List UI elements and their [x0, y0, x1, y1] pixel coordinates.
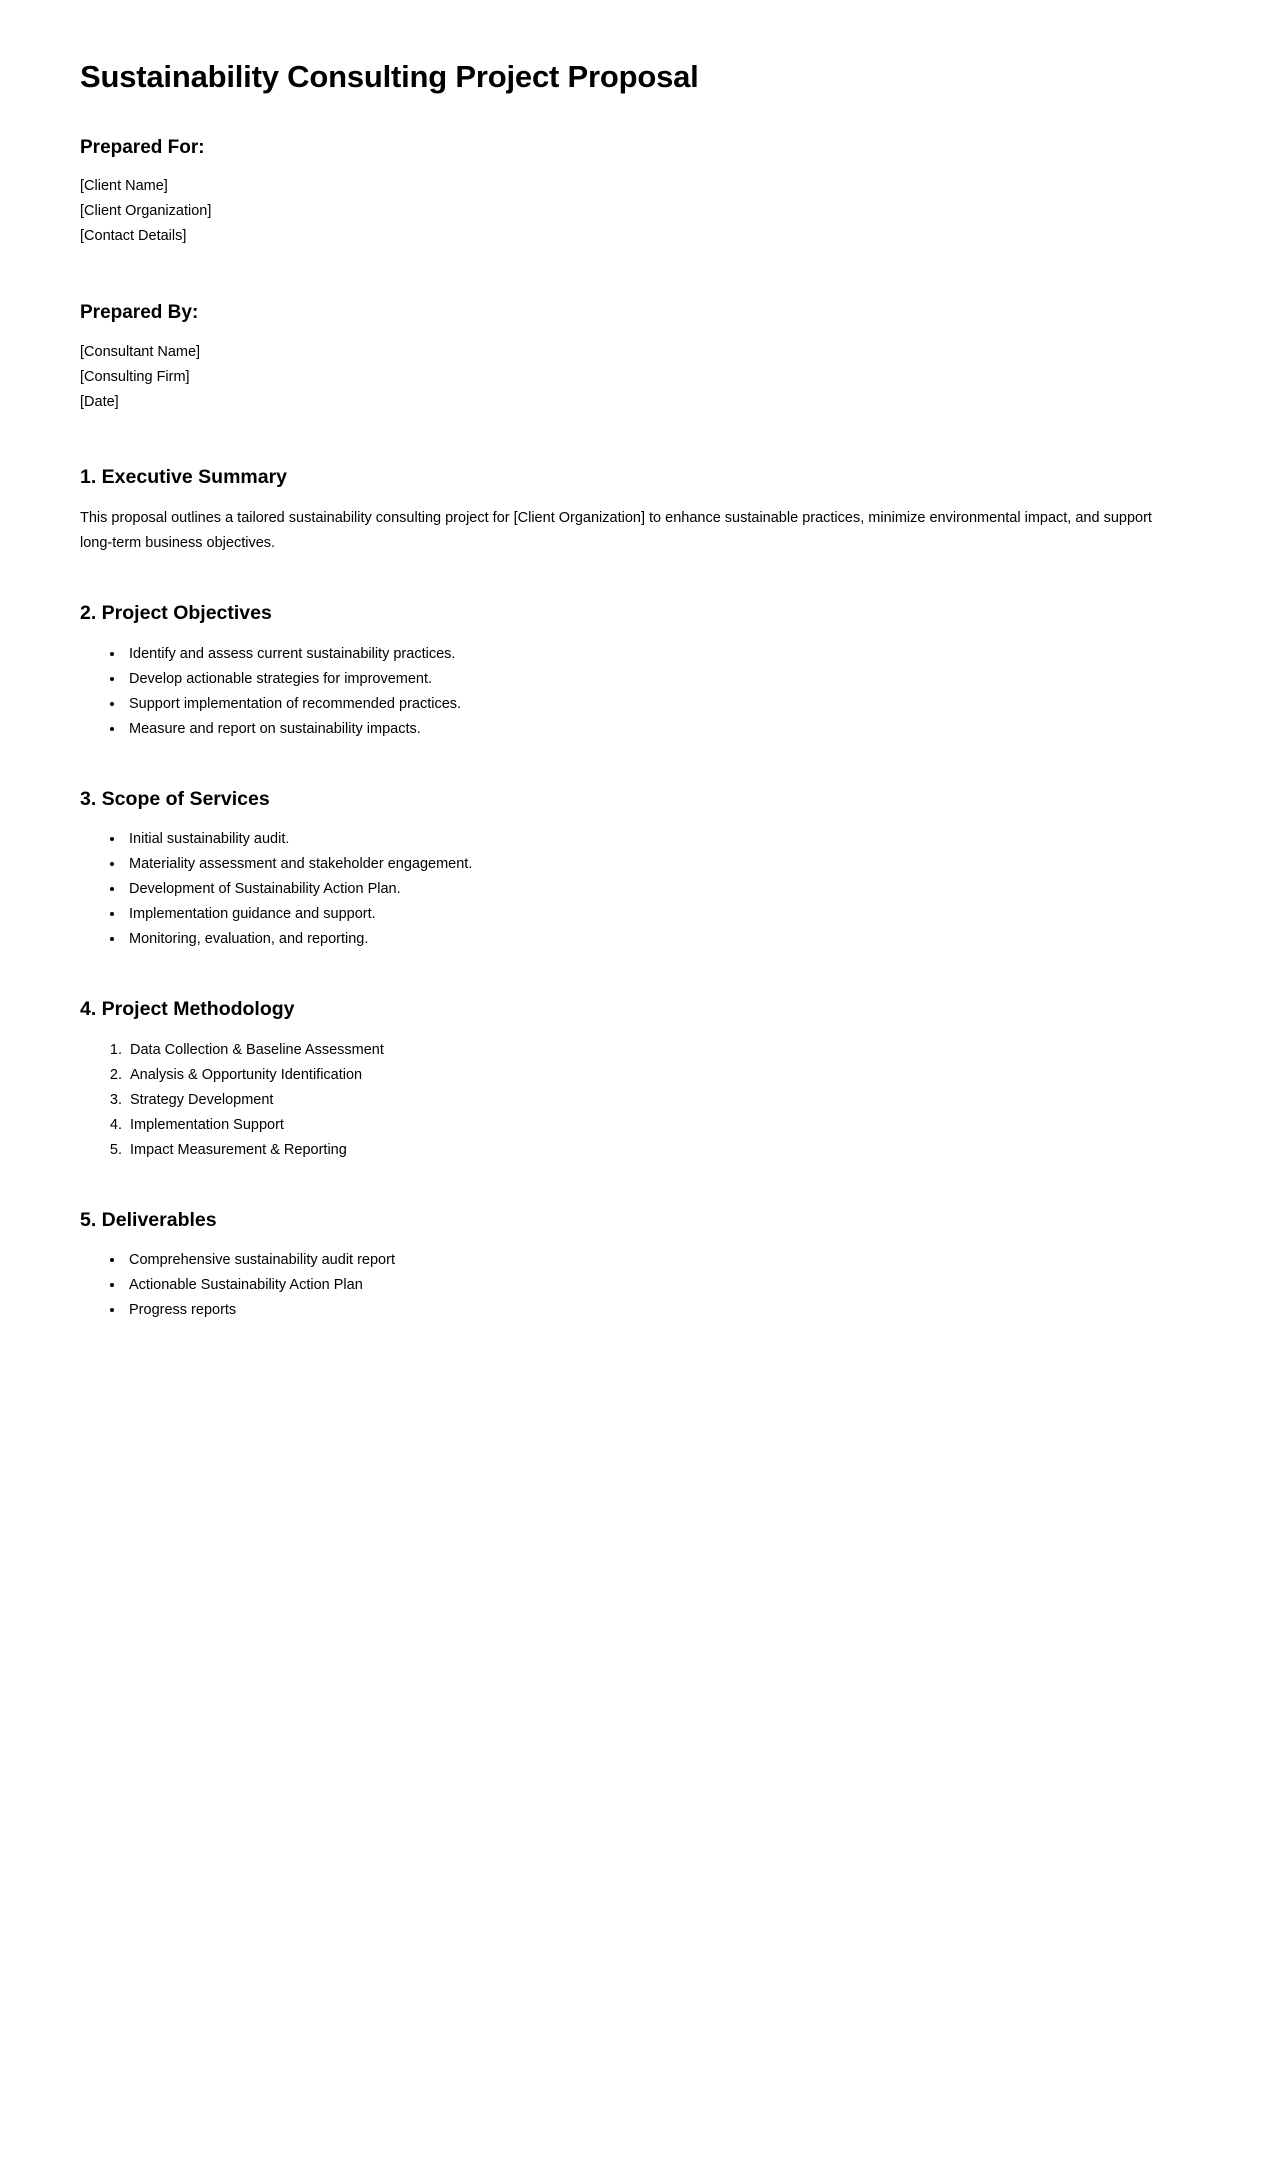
prepared-for-block: [80, 136, 1183, 250]
list-item: [Consulting Firm]: [80, 369, 190, 386]
project-methodology-list: [80, 1038, 1183, 1163]
list-item: [Client Name]: [80, 178, 168, 195]
list-item: 4. Implementation Support: [126, 1113, 1183, 1138]
section-heading-scope-of-services: 3. Scope of Services: [80, 787, 270, 810]
list-item: • Comprehensive sustainability audit report: [125, 1248, 1183, 1273]
section-heading-executive-summary: 1. Executive Summary: [80, 466, 288, 489]
list-item: • Development of Sustainability Action Plan.: [125, 877, 1183, 902]
prepared-by-block: [80, 301, 1183, 415]
prepared-for-heading: Prepared For:: [80, 136, 205, 158]
executive-summary-paragraph: This proposal outlines a tailored sustainability consulting project for [Client Organization] to enhance sustainable practices, minimize environmental impact, and support long-term business objectives.: [80, 510, 1152, 552]
list-item: 5. Impact Measurement & Reporting: [126, 1138, 1183, 1163]
section-executive-summary: [80, 465, 1183, 556]
page-title: Sustainability Consulting Project Proposal: [80, 59, 699, 94]
project-objectives-list: [80, 642, 1183, 742]
deliverables-list: [80, 1248, 1183, 1323]
list-item: • Initial sustainability audit.: [125, 827, 1183, 852]
list-item: • Materiality assessment and stakeholder engagement.: [125, 852, 1183, 877]
scope-of-services-list: [80, 827, 1183, 952]
section-heading-deliverables: 5. Deliverables: [80, 1208, 217, 1231]
list-item: • Progress reports: [125, 1298, 1183, 1323]
list-item: • Identify and assess current sustainability practices.: [125, 642, 1183, 667]
list-item: • Support implementation of recommended practices.: [125, 692, 1183, 717]
prepared-by-heading: Prepared By:: [80, 302, 199, 324]
list-item: 3. Strategy Development: [126, 1088, 1183, 1113]
list-item: [Consultant Name]: [80, 344, 201, 361]
section-heading-project-objectives: 2. Project Objectives: [80, 602, 272, 625]
list-item: • Monitoring, evaluation, and reporting.: [125, 927, 1183, 952]
prepared-for-list: [80, 174, 1183, 249]
list-item: • Implementation guidance and support.: [125, 902, 1183, 927]
list-item: [Date]: [80, 394, 119, 411]
section-deliverables: [80, 1208, 1183, 1323]
section-heading-project-methodology: 4. Project Methodology: [80, 998, 295, 1021]
section-project-methodology: [80, 997, 1183, 1162]
section-project-objectives: [80, 601, 1183, 741]
list-item: [Contact Details]: [80, 228, 187, 245]
list-item: • Develop actionable strategies for improvement.: [125, 667, 1183, 692]
prepared-by-list: [80, 340, 1183, 415]
list-item: 2. Analysis & Opportunity Identification: [126, 1063, 1183, 1088]
list-item: 1. Data Collection & Baseline Assessment: [126, 1038, 1183, 1063]
list-item: • Actionable Sustainability Action Plan: [125, 1273, 1183, 1298]
list-item: [Client Organization]: [80, 203, 212, 220]
list-item: • Measure and report on sustainability impacts.: [125, 717, 1183, 742]
section-scope-of-services: [80, 787, 1183, 952]
